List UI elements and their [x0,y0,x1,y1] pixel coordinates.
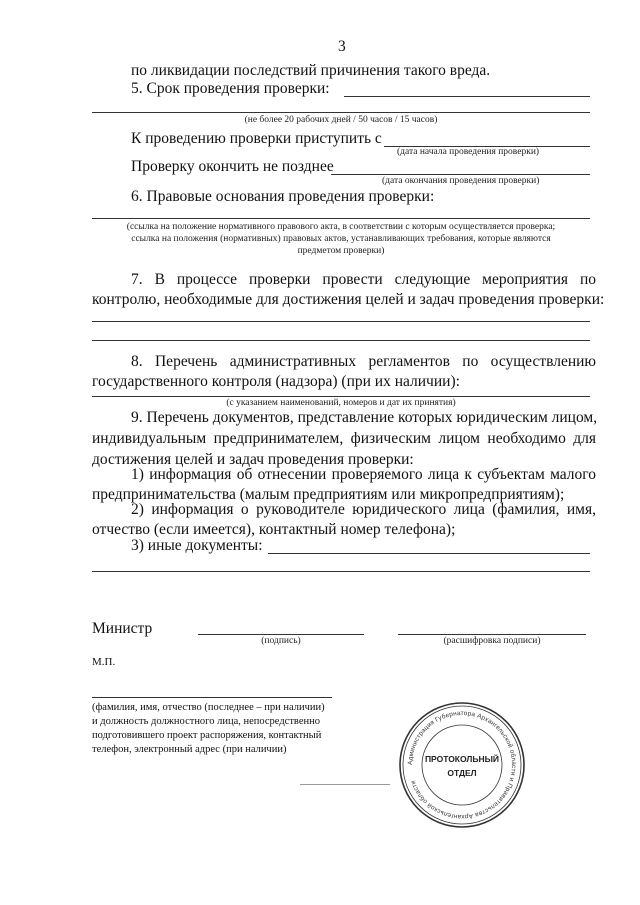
start-label: К проведению проверки приступить с [131,130,382,147]
footer-line [92,697,332,698]
footer-line-3: подготовившего проект распоряжения, контактный [92,730,322,741]
footer-line-4: телефон, электронный адрес (при наличии) [92,744,287,755]
start-note: (дата начала проведения проверки) [397,147,540,157]
item7-line-2: контролю, необходимые для достижения целей и задач проведения проверки: [92,291,605,308]
short-line [300,784,390,785]
end-note: (дата окончания проведения проверки) [382,176,540,186]
stamp-center-text-2: ОТДЕЛ [447,768,477,778]
footer-line-2: и должность должностного лица, непосредственно [92,716,320,727]
stamp-ring-text: Администрация Губернатора Архангельской области и Правительства Архангельской области [406,709,518,821]
item6-heading: 6. Правовые основания проведения проверки: [131,188,435,205]
protocol-department-stamp [397,700,527,830]
footer-line-1: (фамилия, имя, отчество (последнее – при наличии) [92,702,325,713]
item5-note: (не более 20 рабочих дней / 50 часов / 15 часов) [244,115,438,125]
item9-sub2-line-2: отчество (если имеется), контактный номер телефона); [92,521,456,538]
item9-sub1-line-1: 1) информация об отнесении проверяемого лица к субъектам малого [131,466,596,483]
fill-line [92,571,590,572]
text-line-intro: по ликвидации последствий причинения такого вреда. [131,62,491,79]
fill-line [92,340,590,341]
item9-line-2: индивидуальным предпринимателем, физическим лицом необходимо для [92,430,596,447]
fill-line [92,218,590,219]
fill-line [344,96,590,97]
item8-note: (с указанием наименований, номеров и дат их принятия) [226,398,456,408]
decode-note: (расшифровка подписи) [443,636,541,646]
item8-line-2: государственного контроля (надзора) (при их наличии): [92,373,460,390]
svg-text:Администрация Губернатора Арха [407,710,517,820]
item6-note-1: (ссылка на положение нормативного правового акта, в соответствии с которым осуществляется проверка; [126,222,556,232]
item9-sub3: 3) иные документы: [131,537,263,554]
fill-line [268,553,590,554]
stamp-center-text-1: ПРОТОКОЛЬНЫЙ [424,754,500,764]
item9-sub1-line-2: предпринимательства (малым предприятиям или микропредприятиям); [92,486,565,503]
item5-heading: 5. Срок проведения проверки: [131,80,330,97]
item6-note-2: ссылка на положения (нормативных) правовых актов, устанавливающих требования, которые являются [131,234,551,244]
item8-line-1: 8. Перечень административных регламентов по осуществлению [131,353,596,370]
item9-line-3: достижения целей и задач проведения проверки: [92,451,414,468]
page-number: 3 [338,38,346,55]
fill-line [92,321,590,322]
item7-line-1: 7. В процессе проверки провести следующие мероприятия по [131,271,596,288]
signatory-title: Министр [92,620,153,637]
signature-note: (подпись) [261,636,301,646]
end-label: Проверку окончить не позднее [131,158,334,175]
seal-place-mark: М.П. [92,656,116,668]
item6-note-3: предметом проверки) [297,246,385,256]
item9-sub2-line-1: 2) информация о руководителе юридического лица (фамилия, имя, [131,501,596,518]
item9-line-1: 9. Перечень документов, представление которых юридическим лицом, [131,409,598,426]
fill-line [92,112,590,113]
